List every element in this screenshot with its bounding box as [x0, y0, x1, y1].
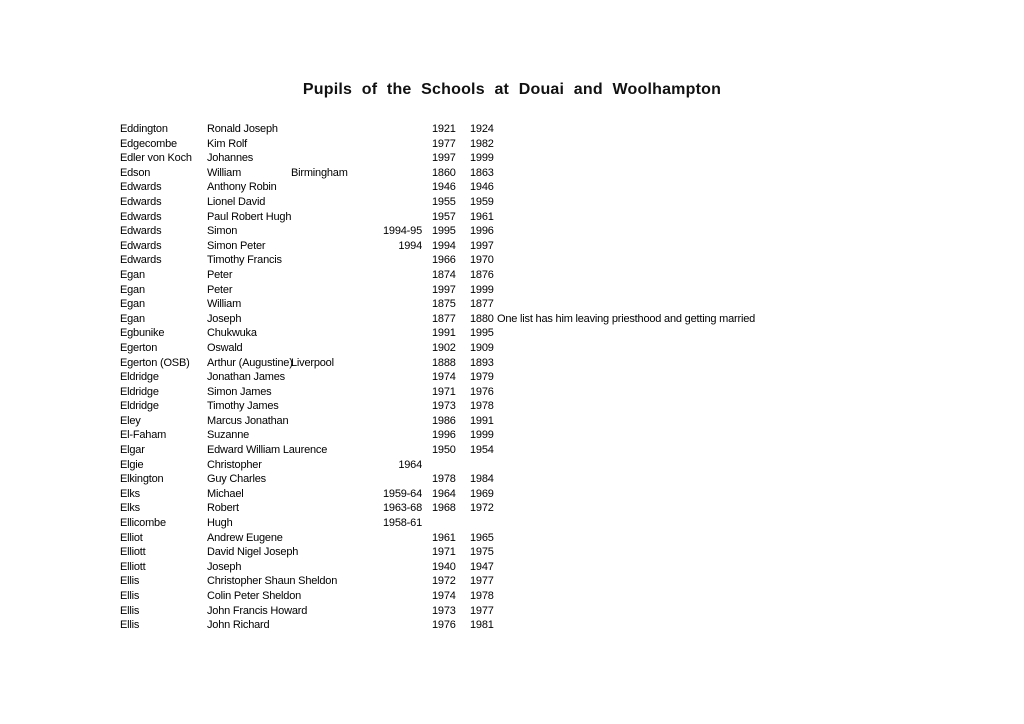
cell-place — [291, 151, 360, 166]
cell-place — [291, 545, 360, 560]
page-title: Pupils of the Schools at Douai and Woolhampton — [302, 81, 722, 98]
cell-end-year: 1991 — [470, 414, 494, 427]
cell-end-year: 1975 — [470, 546, 494, 559]
cell-date-range — [360, 210, 422, 225]
cell-note — [497, 195, 927, 210]
cell-surname: Egan — [120, 312, 145, 325]
cell-date-range — [360, 428, 422, 443]
cell-surname: Edwards — [120, 254, 162, 267]
cell-note — [497, 501, 927, 516]
table-row — [120, 122, 927, 137]
cell-surname: Ellis — [120, 619, 140, 632]
cell-note — [497, 297, 927, 312]
cell-start-year: 1972 — [432, 575, 456, 588]
cell-note — [497, 137, 927, 152]
cell-start-year: 1874 — [432, 268, 456, 281]
cell-place — [291, 312, 360, 327]
table-row — [120, 618, 927, 633]
cell-surname: Elks — [120, 502, 140, 515]
cell-date-range — [360, 180, 422, 195]
cell-end-year: 1977 — [470, 575, 494, 588]
cell-surname: Elkington — [120, 473, 164, 486]
cell-start-year: 1961 — [432, 531, 456, 544]
cell-note — [497, 356, 927, 371]
cell-surname: Eldridge — [120, 371, 159, 384]
cell-note: One list has him leaving priesthood and getting married — [497, 312, 756, 325]
cell-date-range — [360, 253, 422, 268]
cell-surname: Elliott — [120, 546, 146, 559]
cell-date-range — [360, 589, 422, 604]
cell-place — [291, 370, 360, 385]
cell-place — [291, 414, 360, 429]
cell-forenames: Jonathan James — [207, 371, 285, 384]
cell-place — [291, 443, 360, 458]
cell-surname: Egerton (OSB) — [120, 356, 190, 369]
cell-start-year: 1997 — [432, 152, 456, 165]
cell-start-year: 1974 — [432, 590, 456, 602]
cell-surname: Edwards — [120, 225, 162, 238]
cell-start-year: 1860 — [432, 166, 456, 179]
cell-note — [497, 151, 927, 166]
cell-forenames: Peter — [207, 283, 233, 296]
cell-end-year: 1909 — [470, 341, 494, 354]
cell-end-year: 1876 — [470, 268, 494, 281]
table-row — [120, 312, 927, 327]
cell-start-year: 1974 — [432, 371, 456, 384]
table-row — [120, 428, 927, 443]
cell-place — [291, 428, 360, 443]
cell-note — [497, 166, 927, 181]
cell-forenames: Michael — [207, 487, 244, 500]
cell-end-year: 1959 — [470, 195, 494, 208]
table-row — [120, 487, 927, 502]
cell-surname: Elgar — [120, 444, 145, 457]
cell-place — [291, 516, 360, 531]
cell-end-year: 1997 — [470, 239, 494, 252]
cell-note — [497, 122, 927, 137]
table-row — [120, 574, 927, 589]
cell-note — [497, 210, 927, 225]
cell-forenames: Chukwuka — [207, 327, 257, 340]
cell-start-year: 1955 — [432, 195, 456, 208]
cell-forenames: Arthur (Augustine) — [207, 356, 293, 369]
table-row — [120, 297, 927, 312]
cell-forenames: Paul Robert Hugh — [207, 210, 292, 223]
cell-start-year: 1946 — [432, 181, 456, 194]
cell-forenames: Oswald — [207, 341, 243, 354]
cell-start-year: 1971 — [432, 385, 456, 398]
cell-note — [497, 414, 927, 429]
cell-note — [497, 370, 927, 385]
cell-end-year: 1999 — [470, 429, 494, 442]
cell-end-year: 1999 — [470, 152, 494, 165]
cell-forenames: Simon — [207, 225, 238, 238]
table-row — [120, 239, 927, 254]
cell-end-year: 1982 — [470, 137, 494, 150]
cell-forenames: David Nigel Joseph — [207, 546, 299, 559]
table-row — [120, 443, 927, 458]
cell-surname: Elliot — [120, 531, 143, 544]
table-row — [120, 414, 927, 429]
cell-start-year: 1971 — [432, 546, 456, 559]
cell-date-range — [360, 560, 422, 575]
cell-end-year: 1996 — [470, 225, 494, 238]
cell-place: Birmingham — [291, 166, 348, 179]
table-row — [120, 385, 927, 400]
table-row — [120, 195, 927, 210]
cell-forenames: Ronald Joseph — [207, 123, 278, 135]
cell-forenames: Guy Charles — [207, 473, 266, 486]
cell-date-range — [360, 312, 422, 327]
table-row — [120, 326, 927, 341]
table-row — [120, 545, 927, 560]
cell-date-range: 1963-68 — [383, 502, 422, 515]
cell-start-year: 1950 — [432, 444, 456, 457]
table-row — [120, 370, 927, 385]
cell-place — [291, 180, 360, 195]
table-row — [120, 137, 927, 152]
table-row — [120, 531, 927, 546]
cell-surname: Eldridge — [120, 385, 159, 398]
cell-end-year: 1979 — [470, 371, 494, 384]
cell-start-year: 1921 — [432, 123, 456, 135]
cell-date-range — [360, 341, 422, 356]
cell-place — [291, 458, 360, 473]
cell-place — [291, 253, 360, 268]
cell-surname: Edwards — [120, 239, 162, 252]
table-row — [120, 589, 927, 604]
table-row — [120, 151, 927, 166]
cell-end-year: 1972 — [470, 502, 494, 515]
cell-date-range — [360, 268, 422, 283]
cell-place — [291, 501, 360, 516]
cell-end-year: 1893 — [470, 356, 494, 369]
cell-end-year: 1877 — [470, 298, 494, 311]
cell-note — [497, 604, 927, 619]
cell-start-year: 1978 — [432, 473, 456, 486]
table-row — [120, 472, 927, 487]
cell-date-range — [360, 356, 422, 371]
cell-surname: Egan — [120, 268, 145, 281]
cell-forenames: Simon James — [207, 385, 272, 398]
cell-surname: Egbunike — [120, 327, 165, 340]
cell-note — [497, 326, 927, 341]
cell-end-year: 1947 — [470, 560, 494, 573]
cell-end-year: 1981 — [470, 619, 494, 632]
cell-start-year: 1875 — [432, 298, 456, 311]
cell-note — [497, 253, 927, 268]
cell-surname: Edson — [120, 166, 151, 179]
cell-place — [291, 472, 360, 487]
cell-start-year: 1964 — [432, 487, 456, 500]
table-row — [120, 516, 927, 531]
cell-note — [497, 487, 927, 502]
cell-surname: Edwards — [120, 210, 162, 223]
cell-place: Liverpool — [291, 356, 334, 369]
cell-end-year: 1970 — [470, 254, 494, 267]
table-row — [120, 356, 927, 371]
cell-forenames: Lionel David — [207, 195, 266, 208]
cell-forenames: William — [207, 298, 242, 311]
table-row — [120, 399, 927, 414]
cell-note — [497, 399, 927, 414]
cell-note — [497, 560, 927, 575]
cell-date-range: 1994-95 — [383, 225, 422, 238]
cell-place — [291, 385, 360, 400]
cell-note — [497, 224, 927, 239]
cell-surname: Egan — [120, 283, 145, 296]
cell-start-year: 1940 — [432, 560, 456, 573]
cell-surname: Ellis — [120, 590, 140, 602]
cell-surname: Ellis — [120, 575, 140, 588]
cell-note — [497, 458, 927, 473]
cell-surname: Eddington — [120, 123, 168, 135]
cell-forenames: Simon Peter — [207, 239, 266, 252]
table-row — [120, 604, 927, 619]
cell-end-year: 1946 — [470, 181, 494, 194]
cell-date-range — [360, 151, 422, 166]
cell-place — [291, 210, 360, 225]
cell-note — [497, 239, 927, 254]
cell-surname: El-Faham — [120, 429, 167, 442]
cell-surname: Elliott — [120, 560, 146, 573]
cell-note — [497, 472, 927, 487]
cell-surname: Elks — [120, 487, 140, 500]
cell-end-year: 1978 — [470, 590, 494, 602]
cell-forenames: Peter — [207, 268, 233, 281]
cell-end-year: 1863 — [470, 166, 494, 179]
table-row — [120, 560, 927, 575]
cell-start-year: 1973 — [432, 604, 456, 617]
cell-date-range: 1959-64 — [383, 487, 422, 500]
cell-surname: Edwards — [120, 181, 162, 194]
cell-place — [291, 297, 360, 312]
cell-forenames: Andrew Eugene — [207, 531, 283, 544]
cell-end-year: 1995 — [470, 327, 494, 340]
cell-forenames: Marcus Jonathan — [207, 414, 289, 427]
cell-date-range — [360, 122, 422, 137]
cell-start-year: 1995 — [432, 225, 456, 238]
cell-forenames: Robert — [207, 502, 239, 515]
cell-forenames: Joseph — [207, 560, 242, 573]
cell-end-year: 1969 — [470, 487, 494, 500]
cell-surname: Edler von Koch — [120, 152, 192, 165]
cell-start-year: 1877 — [432, 312, 456, 325]
cell-end-year: 1976 — [470, 385, 494, 398]
table-row — [120, 268, 927, 283]
cell-date-range — [360, 297, 422, 312]
cell-surname: Eldridge — [120, 400, 159, 413]
cell-date-range — [360, 166, 422, 181]
table-row — [120, 458, 927, 473]
cell-date-range — [360, 195, 422, 210]
cell-end-year: 1880 — [470, 312, 494, 325]
cell-place — [291, 618, 360, 633]
cell-note — [497, 428, 927, 443]
cell-date-range — [360, 472, 422, 487]
cell-note — [497, 341, 927, 356]
cell-forenames: Johannes — [207, 152, 254, 165]
cell-place — [291, 326, 360, 341]
cell-forenames: Timothy James — [207, 400, 279, 413]
cell-note — [497, 531, 927, 546]
cell-place — [291, 531, 360, 546]
cell-start-year: 1966 — [432, 254, 456, 267]
cell-surname: Edgecombe — [120, 137, 177, 150]
cell-surname: Eley — [120, 414, 141, 427]
cell-date-range: 1964 — [398, 458, 422, 471]
cell-forenames: John Richard — [207, 619, 270, 632]
cell-date-range — [360, 443, 422, 458]
cell-note — [497, 618, 927, 633]
cell-start-year: 1976 — [432, 619, 456, 632]
cell-place — [291, 399, 360, 414]
cell-end-year: 1984 — [470, 473, 494, 486]
cell-start-year: 1968 — [432, 502, 456, 515]
cell-end-year: 1924 — [470, 123, 494, 135]
cell-start-year: 1991 — [432, 327, 456, 340]
cell-place — [291, 341, 360, 356]
cell-forenames: John Francis Howard — [207, 604, 308, 617]
cell-place — [291, 122, 360, 137]
cell-forenames: Timothy Francis — [207, 254, 282, 267]
cell-date-range — [360, 326, 422, 341]
cell-date-range: 1994 — [398, 239, 422, 252]
cell-surname: Egerton — [120, 341, 158, 354]
cell-date-range — [360, 545, 422, 560]
cell-start-year — [422, 458, 470, 473]
cell-forenames: William — [207, 166, 242, 179]
cell-start-year: 1888 — [432, 356, 456, 369]
cell-date-range — [360, 283, 422, 298]
cell-date-range — [360, 370, 422, 385]
cell-end-year: 1965 — [470, 531, 494, 544]
table-row — [120, 283, 927, 298]
cell-date-range — [360, 618, 422, 633]
cell-start-year — [422, 516, 470, 531]
cell-end-year: 1999 — [470, 283, 494, 296]
table-row — [120, 224, 927, 239]
cell-place — [291, 239, 360, 254]
cell-place — [291, 283, 360, 298]
table-row — [120, 501, 927, 516]
cell-forenames: Christopher — [207, 458, 262, 471]
cell-surname: Elgie — [120, 458, 144, 471]
cell-start-year: 1986 — [432, 414, 456, 427]
table-row — [120, 253, 927, 268]
cell-start-year: 1902 — [432, 341, 456, 354]
cell-date-range — [360, 574, 422, 589]
cell-end-year: 1961 — [470, 210, 494, 223]
cell-place — [291, 137, 360, 152]
cell-forenames: Suzanne — [207, 429, 250, 442]
cell-place — [291, 487, 360, 502]
cell-note — [497, 283, 927, 298]
cell-place — [291, 574, 360, 589]
pupils-table — [120, 122, 927, 633]
cell-date-range — [360, 399, 422, 414]
cell-note — [497, 516, 927, 531]
cell-note — [497, 443, 927, 458]
cell-place — [291, 224, 360, 239]
cell-place — [291, 560, 360, 575]
cell-place — [291, 604, 360, 619]
cell-date-range — [360, 531, 422, 546]
cell-surname: Ellis — [120, 604, 140, 617]
cell-date-range — [360, 604, 422, 619]
cell-forenames: Christopher Shaun Sheldon — [207, 575, 338, 588]
cell-forenames: Joseph — [207, 312, 242, 325]
cell-note — [497, 545, 927, 560]
cell-note — [497, 385, 927, 400]
cell-forenames: Colin Peter Sheldon — [207, 590, 302, 602]
cell-start-year: 1997 — [432, 283, 456, 296]
table-row — [120, 341, 927, 356]
table-row — [120, 166, 927, 181]
cell-place — [291, 195, 360, 210]
cell-date-range — [360, 137, 422, 152]
cell-forenames: Edward William Laurence — [207, 444, 328, 457]
cell-note — [497, 268, 927, 283]
cell-end-year: 1977 — [470, 604, 494, 617]
cell-start-year: 1977 — [432, 137, 456, 150]
cell-note — [497, 180, 927, 195]
cell-start-year: 1973 — [432, 400, 456, 413]
cell-note — [497, 574, 927, 589]
cell-place — [291, 268, 360, 283]
cell-date-range — [360, 385, 422, 400]
cell-end-year: 1978 — [470, 400, 494, 413]
cell-note — [497, 589, 927, 604]
cell-forenames: Hugh — [207, 517, 233, 530]
cell-surname: Edwards — [120, 195, 162, 208]
cell-start-year: 1996 — [432, 429, 456, 442]
cell-date-range — [360, 414, 422, 429]
cell-end-year — [470, 458, 497, 473]
table-row — [120, 180, 927, 195]
cell-end-year — [470, 516, 497, 531]
cell-place — [291, 589, 360, 604]
cell-start-year: 1957 — [432, 210, 456, 223]
cell-surname: Egan — [120, 298, 145, 311]
cell-forenames: Anthony Robin — [207, 181, 277, 194]
cell-forenames: Kim Rolf — [207, 137, 247, 150]
cell-end-year: 1954 — [470, 444, 494, 457]
table-row — [120, 210, 927, 225]
cell-surname: Ellicombe — [120, 517, 166, 530]
cell-start-year: 1994 — [432, 239, 456, 252]
cell-date-range: 1958-61 — [383, 517, 422, 530]
